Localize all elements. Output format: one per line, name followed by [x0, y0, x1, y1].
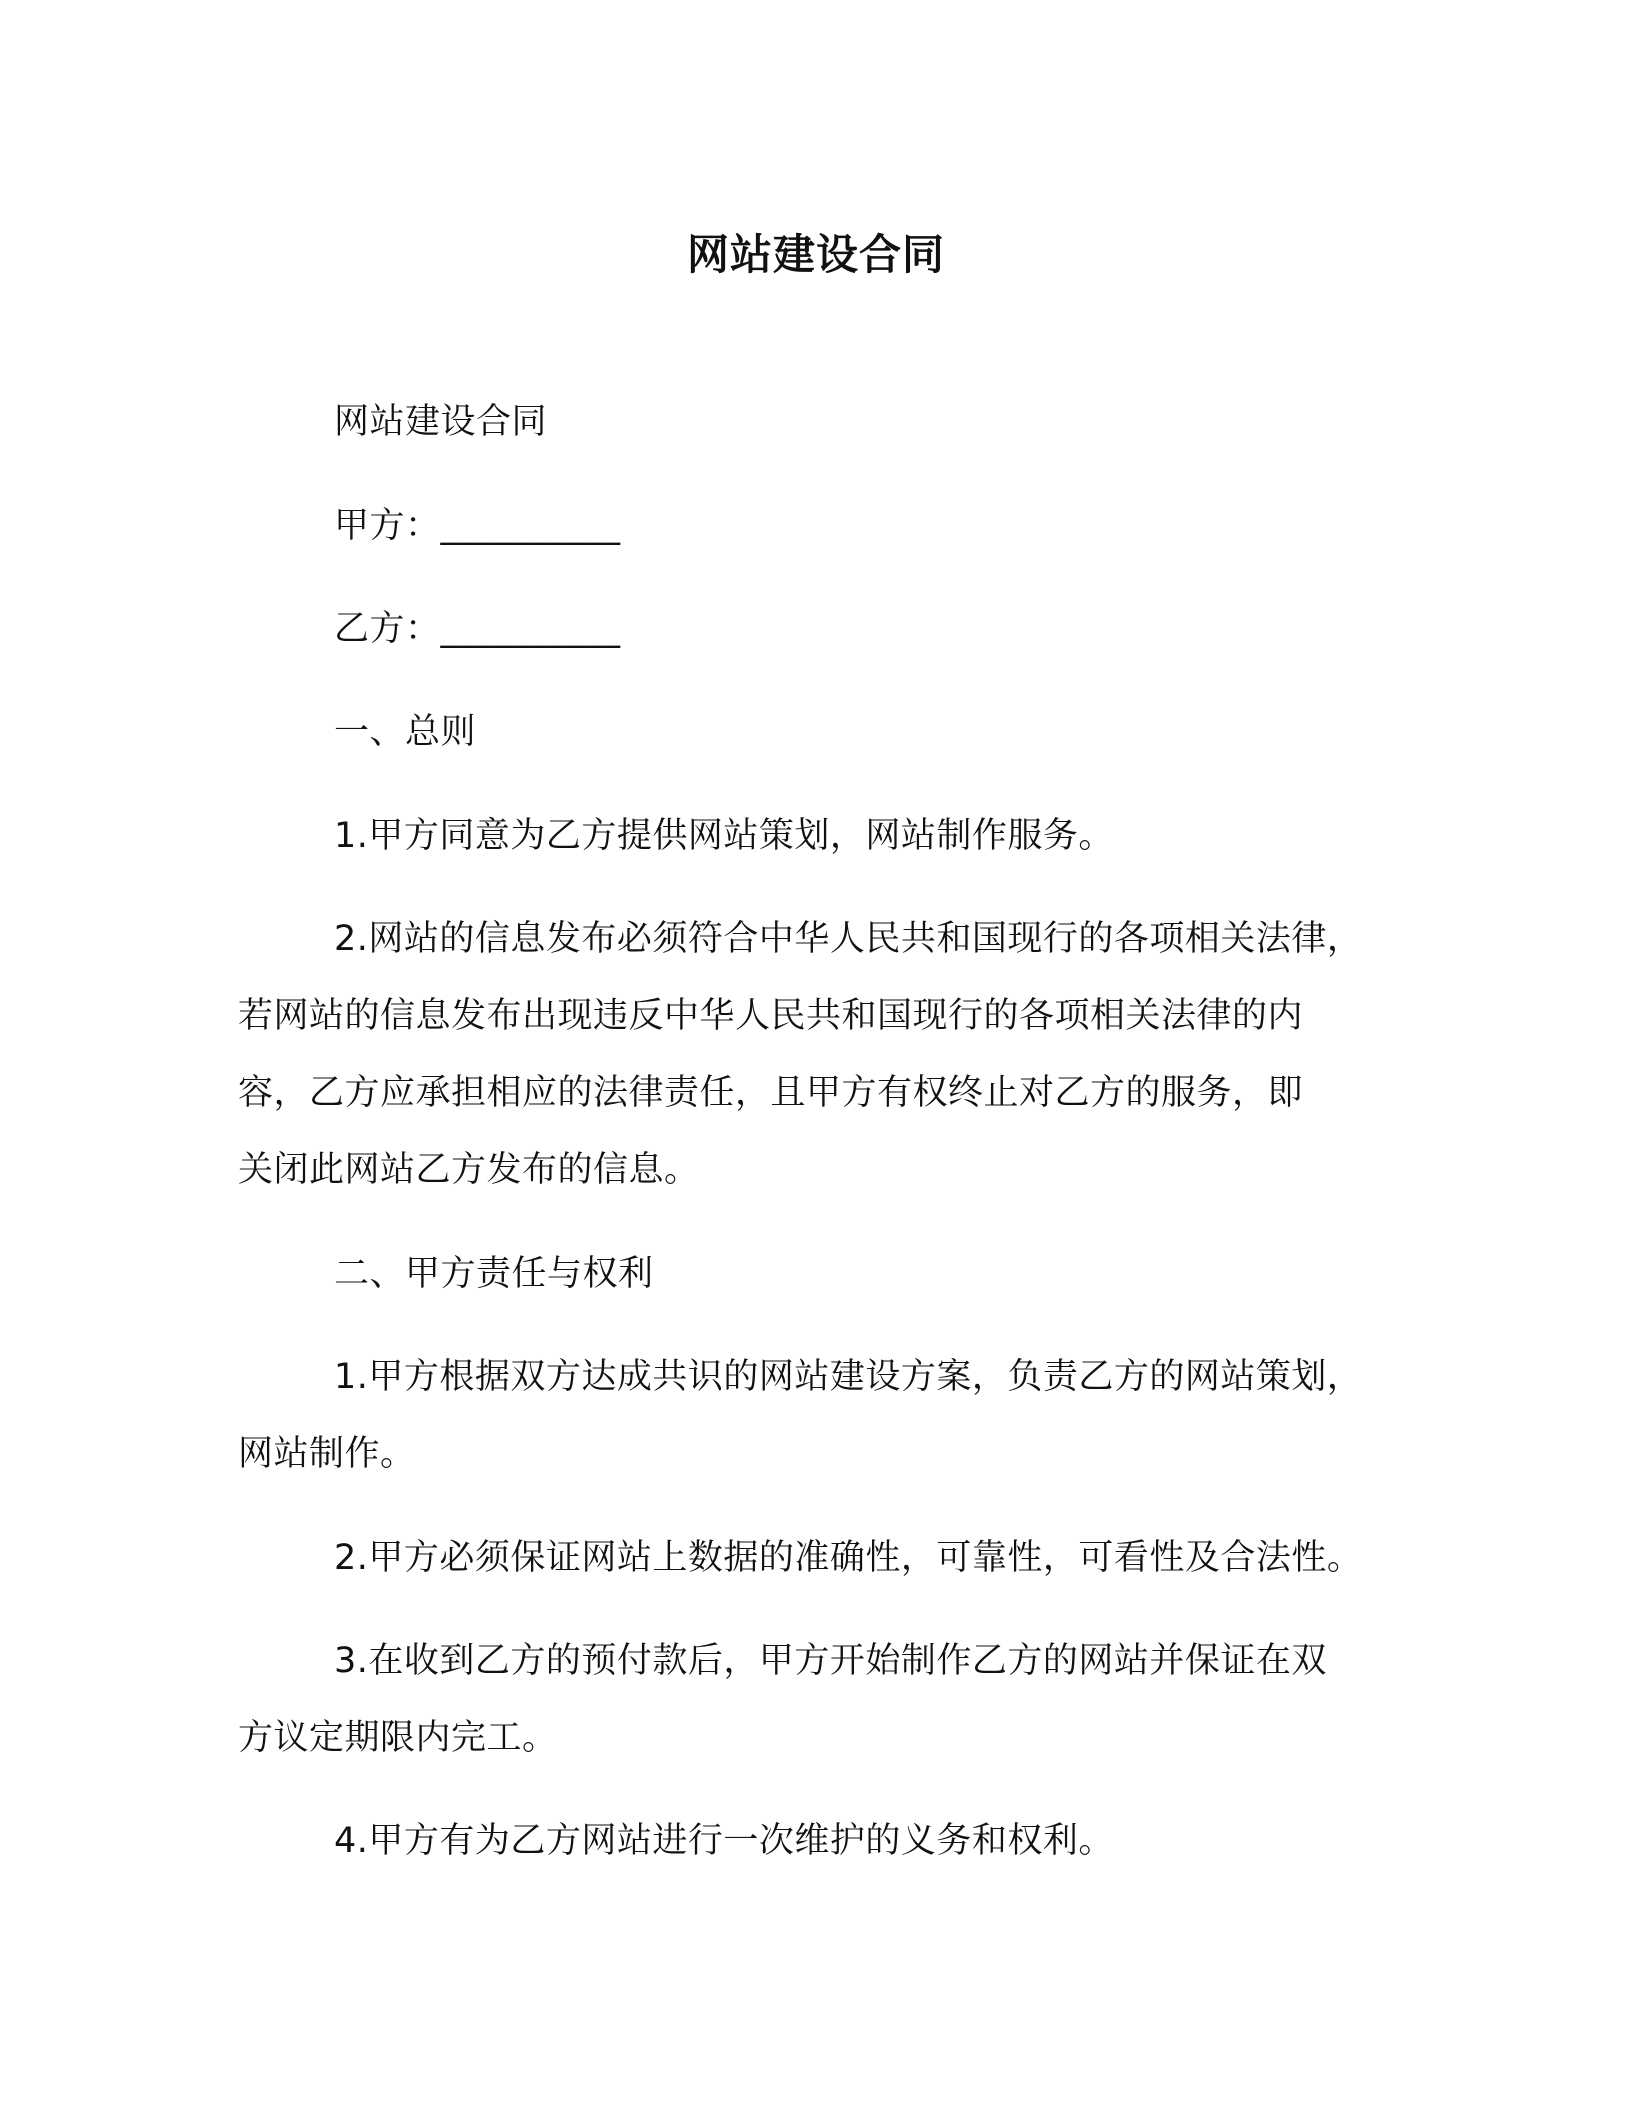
- paragraph-line: 若网站的信息发布出现违反中华人民共和国现行的各项相关法律的内: [238, 996, 1304, 1036]
- paragraph-line: 2.网站的信息发布必须符合中华人民共和国现行的各项相关法律，: [334, 919, 1363, 959]
- paragraph-line: 网站制作。: [238, 1434, 416, 1474]
- contract-subtitle: 网站建设合同: [334, 402, 548, 442]
- paragraph-line: 3.在收到乙方的预付款后，甲方开始制作乙方的网站并保证在双: [334, 1641, 1327, 1681]
- party-b-line: 乙方：__________: [334, 609, 621, 649]
- party-a-line: 甲方：__________: [334, 506, 621, 546]
- paragraph-line: 4.甲方有为乙方网站进行一次维护的义务和权利。: [334, 1821, 1114, 1861]
- document-title: 网站建设合同: [686, 230, 945, 279]
- paragraph-line: 1.甲方根据双方达成共识的网站建设方案，负责乙方的网站策划，: [334, 1357, 1363, 1397]
- paragraph-line: 方议定期限内完工。: [238, 1718, 558, 1758]
- paragraph-line: 容，乙方应承担相应的法律责任，且甲方有权终止对乙方的服务，即: [238, 1073, 1304, 1113]
- section-heading-party-a: 二、甲方责任与权利: [334, 1254, 654, 1294]
- section-heading-general: 一、总则: [334, 712, 477, 752]
- paragraph-line: 2.甲方必须保证网站上数据的准确性，可靠性，可看性及合法性。: [334, 1538, 1363, 1578]
- paragraph-line: 关闭此网站乙方发布的信息。: [238, 1150, 700, 1190]
- paragraph-line: 1.甲方同意为乙方提供网站策划，网站制作服务。: [334, 816, 1114, 856]
